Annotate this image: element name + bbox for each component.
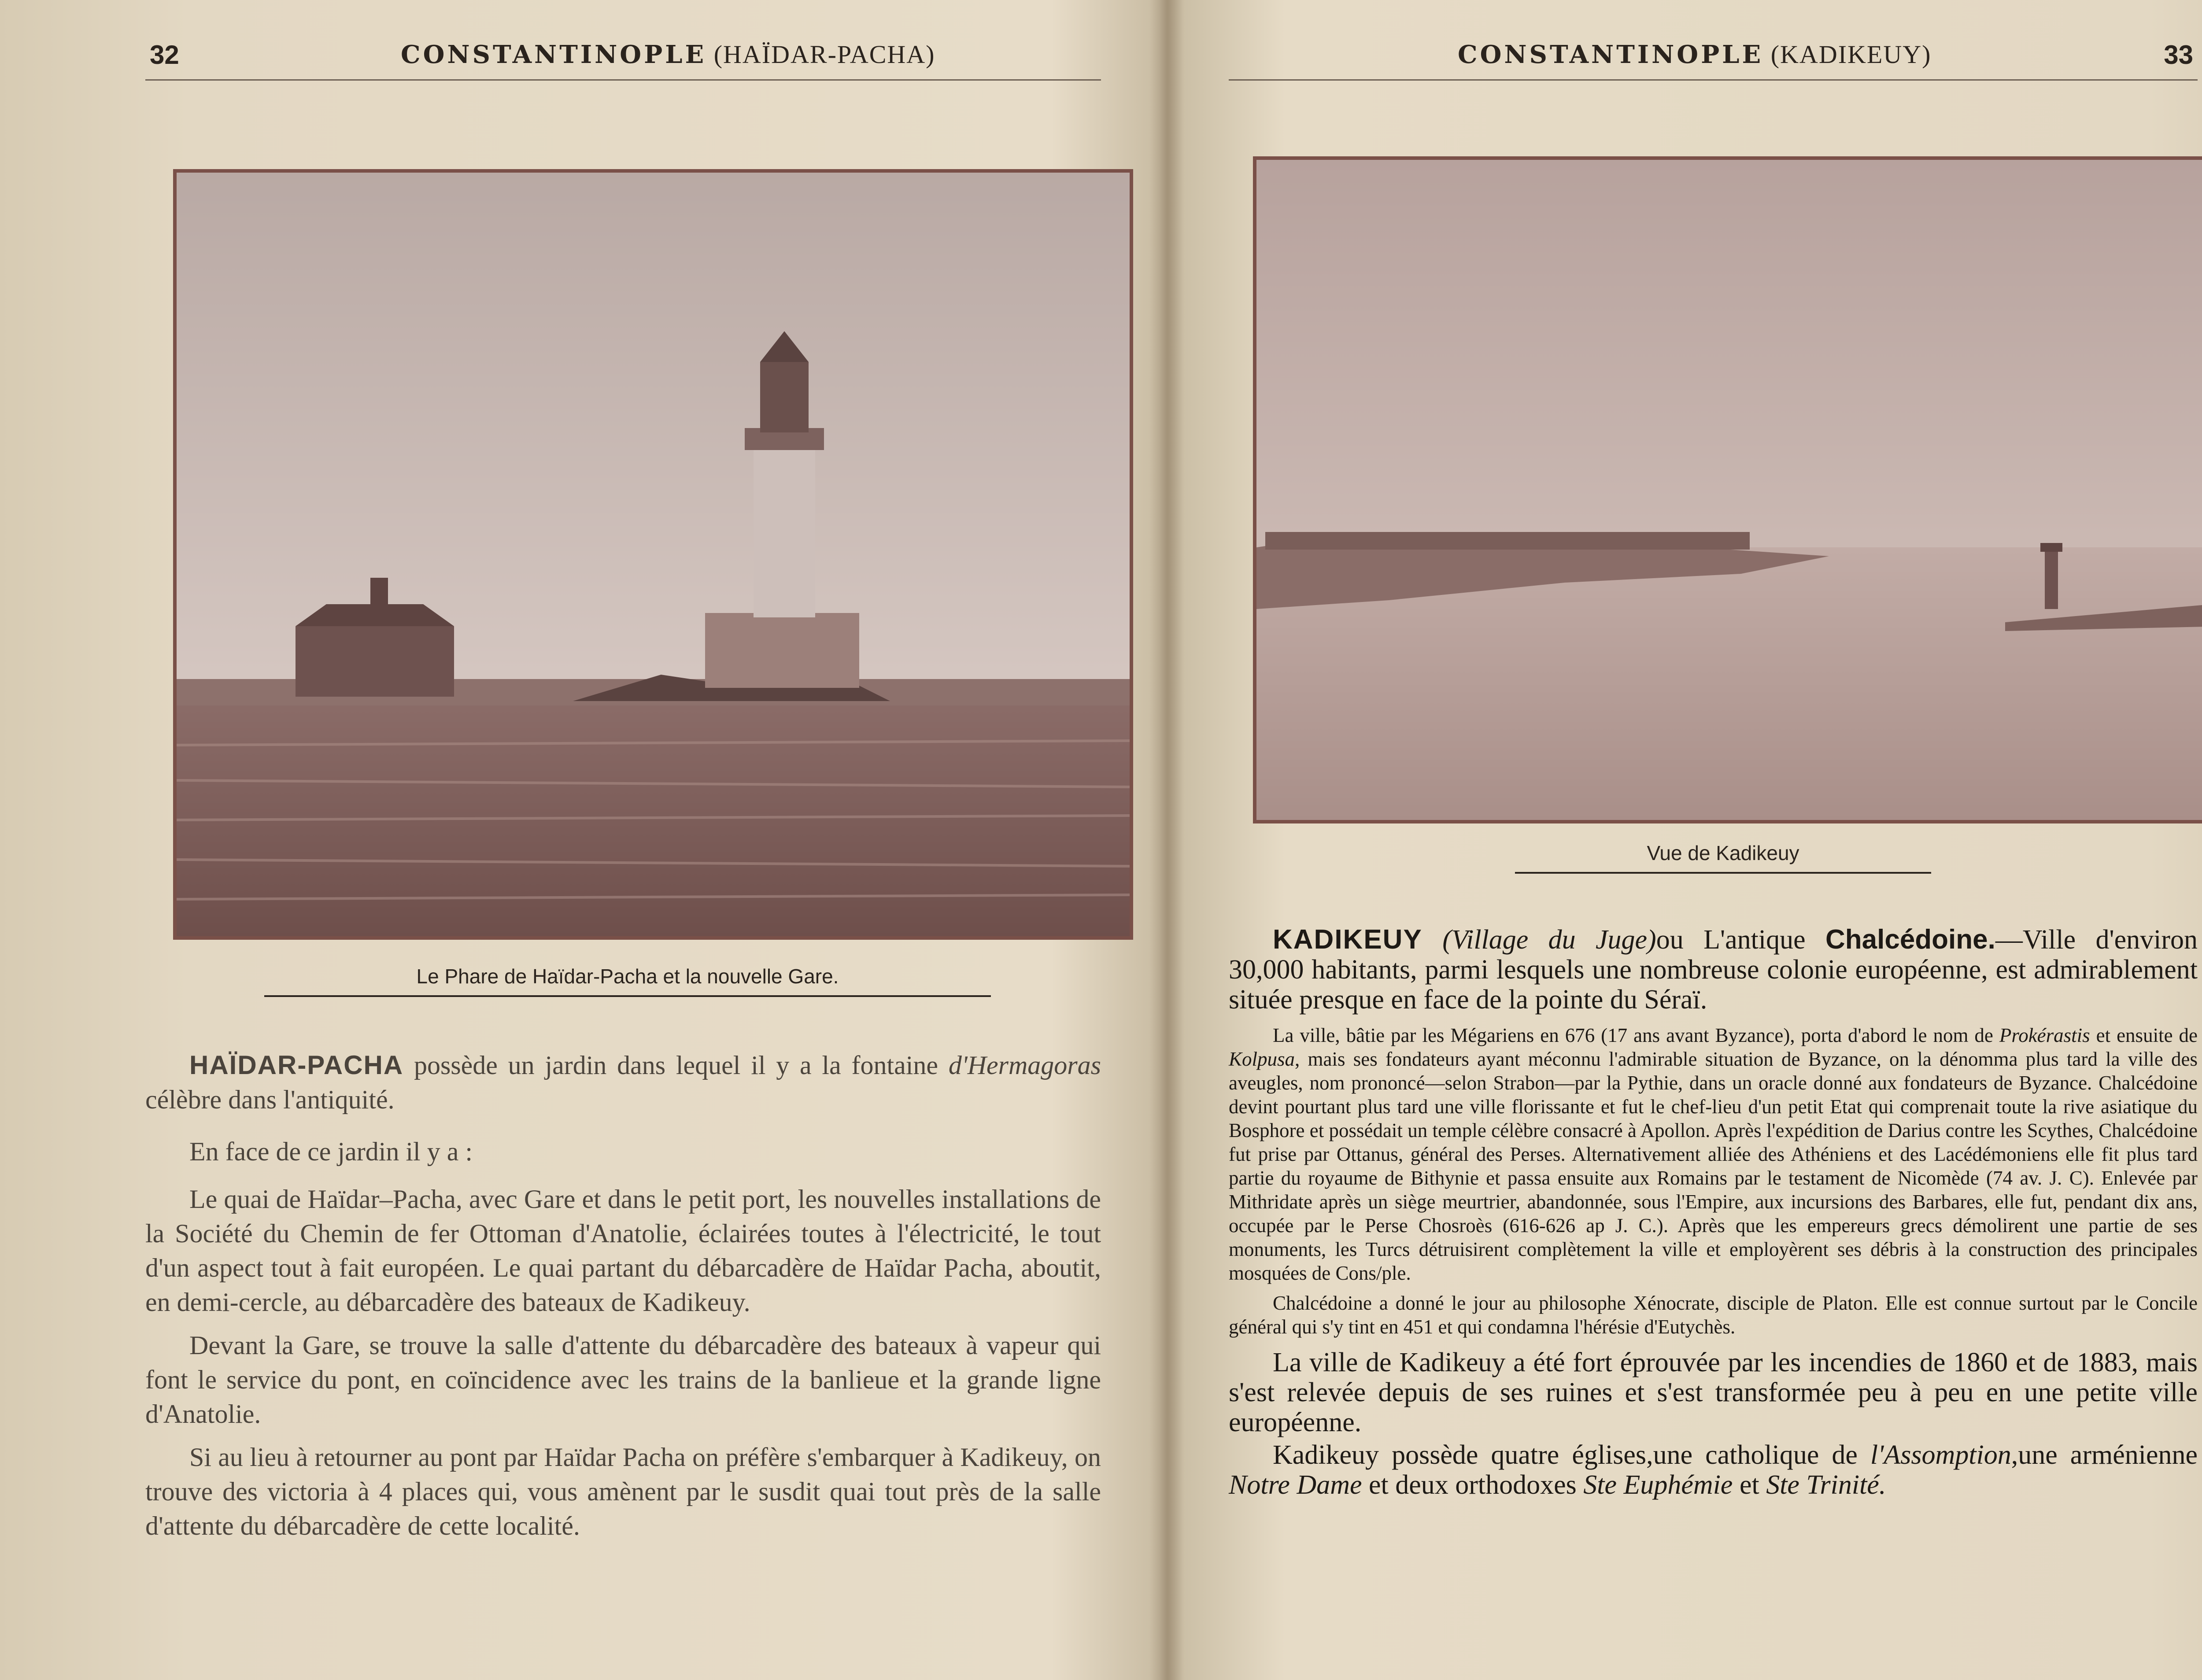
eglises-italic-1: l'Assomption [1870,1440,2011,1470]
eglises-d: et [1733,1470,1766,1500]
paragraph-haidar-pacha [145,1048,1101,1117]
paragraph-incendies: La ville de Kadikeuy a été fort éprouvée par les incendies de 1860 et de 1883, mais s'est relevée depuis de ses ruines et s'est transformée peu à peu en une petite ville européenne. [1229,1348,2198,1437]
history-a: La ville, bâtie par les Mégariens en 676 (17 ans avant Byzance), porta d'abord le nom de [1273,1024,1999,1046]
running-title-place: (HAÏDAR-PACHA) [713,40,935,69]
right-page [1167,0,2202,1680]
intro-text-a: ou L'antique [1656,925,1825,955]
paragraph-eglises [1229,1440,2198,1500]
history-italic-2: Kolpusa [1229,1048,1295,1070]
kadikeuy-photo [1253,156,2202,823]
kadikeuy-photo-image [1256,160,2202,820]
lighthouse-photo-image [177,173,1130,936]
paragraph-kadikeuy-intro [1229,925,2198,1015]
history-c: , mais ses fondateurs ayant méconnu l'admirable situation de Byzance, on la dénomma plus tard la ville des aveugles, nom prononcé—selon Strabon—par la Pythie, dans un oracle donné aux fondateurs de Byzance. Chalcédoine devint pourtant plus tard une ville florissante et fut le chef-lieu d'un petit Etat qui comprenait toute la rive asiatique du Bosphore et possédait un temple célèbre consacré à Apollon. Après l'expédition de Darius contre les Scythes, Chalcédoine fut prise par Ottanus, général des Perses. Alternativement alliée des Athéniens et des Lacédémoniens elle fit plus tard partie du royaume de Bithynie et passa ensuite aux Romains par le testament de Nicomède (74 av. J. C). Enlevée par Mithridate après un siège meurtrier, abandonnée, sous l'Empire, aux incursions des Barbares, elle fut, pendant dix ans, occupée par le Perse Chosroès (616-626 ap J. C.). Après que les empereurs grecs démolirent une partie de ses monuments, les Turcs détruisirent complètement la ville et employèrent ses débris à la construction des principales mosquées de Cons/ple. [1229,1048,2198,1284]
lead-term: KADIKEUY [1273,924,1422,955]
photo-caption [1515,841,1931,869]
history-b: et ensuite de [2090,1024,2198,1046]
running-title-main: CONSTANTINOPLE [1458,40,1764,69]
eglises-italic-3: Ste Euphémie [1583,1470,1733,1500]
right-body-text [1229,925,2198,1500]
page-header [1229,26,2198,81]
running-title-place: (KADIKEUY) [1770,40,1932,69]
caption-rule [1515,872,1931,874]
paragraph-quai: Le quai de Haïdar–Pacha, avec Gare et dans le petit port, les nouvelles installations de la Société du Chemin de fer Ottoman d'Anatolie, éclairées toutes à l'électricité, le tout d'un aspect tout à fait européen. Le quai partant du débarcadère de Haïdar Pacha, aboutit, en demi-cercle, au débarcadère des bateaux de Kadikeuy. [145,1185,1101,1317]
para1-text: possède un jardin dans lequel il y a la fontaine [403,1051,949,1080]
intro-italic: (Village du Juge) [1442,925,1656,955]
eglises-b: ,une arménienne [2011,1440,2198,1470]
paragraph-kadikeuy: Si au lieu à retourner au pont par Haïdar Pacha on préfère s'embarquer à Kadikeuy, on trouve des victoria à 4 places qui, vous amènent par le susdit quai tout près de la salle d'attente du débarcadère de cette localité. [145,1443,1101,1540]
photo-caption-text: Vue de Kadikeuy [1647,842,1799,864]
running-title [1458,40,1931,69]
page-header [145,26,1101,81]
paragraph-xenocrate: Chalcédoine a donné le jour au philosophe Xénocrate, disciple de Platon. Elle est connue surtout par le Concile général qui s'y tint en 451 et qui condamna l'hérésie d'Eutychès. [1229,1292,2198,1338]
paragraph-history [1229,1023,2198,1285]
intro-bold: Chalcédoine. [1825,924,1995,955]
lead-term: HAÏDAR-PACHA [189,1050,404,1080]
paragraph-gare: Devant la Gare, se trouve la salle d'attente du débarcadère des bateaux à vapeur qui font le service du pont, en coïncidence avec les trains de la banlieue et la grande ligne d'Anatolie. [145,1331,1101,1429]
running-title [401,40,935,69]
intro-text-b: —Ville d'environ 30,000 habitants, parmi lesquels une nombreuse colonie européenne, est admirablement située presque en face de la pointe du Séraï. [1229,925,2198,1015]
page-number: 33 [2164,40,2193,70]
para1-italic: d'Hermagoras [948,1051,1101,1080]
eglises-a: Kadikeuy possède quatre églises,une catholique de [1273,1440,1870,1470]
caption-rule [264,995,991,997]
eglises-italic-4: Ste Trinité. [1766,1470,1886,1500]
photo-caption [264,964,991,993]
para1-end: célèbre dans l'antiquité. [145,1085,395,1114]
running-title-main: CONSTANTINOPLE [401,40,707,69]
history-italic-1: Prokérastis [1999,1024,2090,1046]
eglises-c: et deux orthodoxes [1362,1470,1584,1500]
lighthouse-photo [173,169,1133,940]
left-body-text [145,1048,1101,1543]
eglises-italic-2: Notre Dame [1229,1470,1362,1500]
page-number: 32 [150,40,179,70]
photo-caption-text: Le Phare de Haïdar-Pacha et la nouvelle Gare. [416,965,839,988]
paragraph-en-face: En face de ce jardin il y a : [189,1137,473,1166]
